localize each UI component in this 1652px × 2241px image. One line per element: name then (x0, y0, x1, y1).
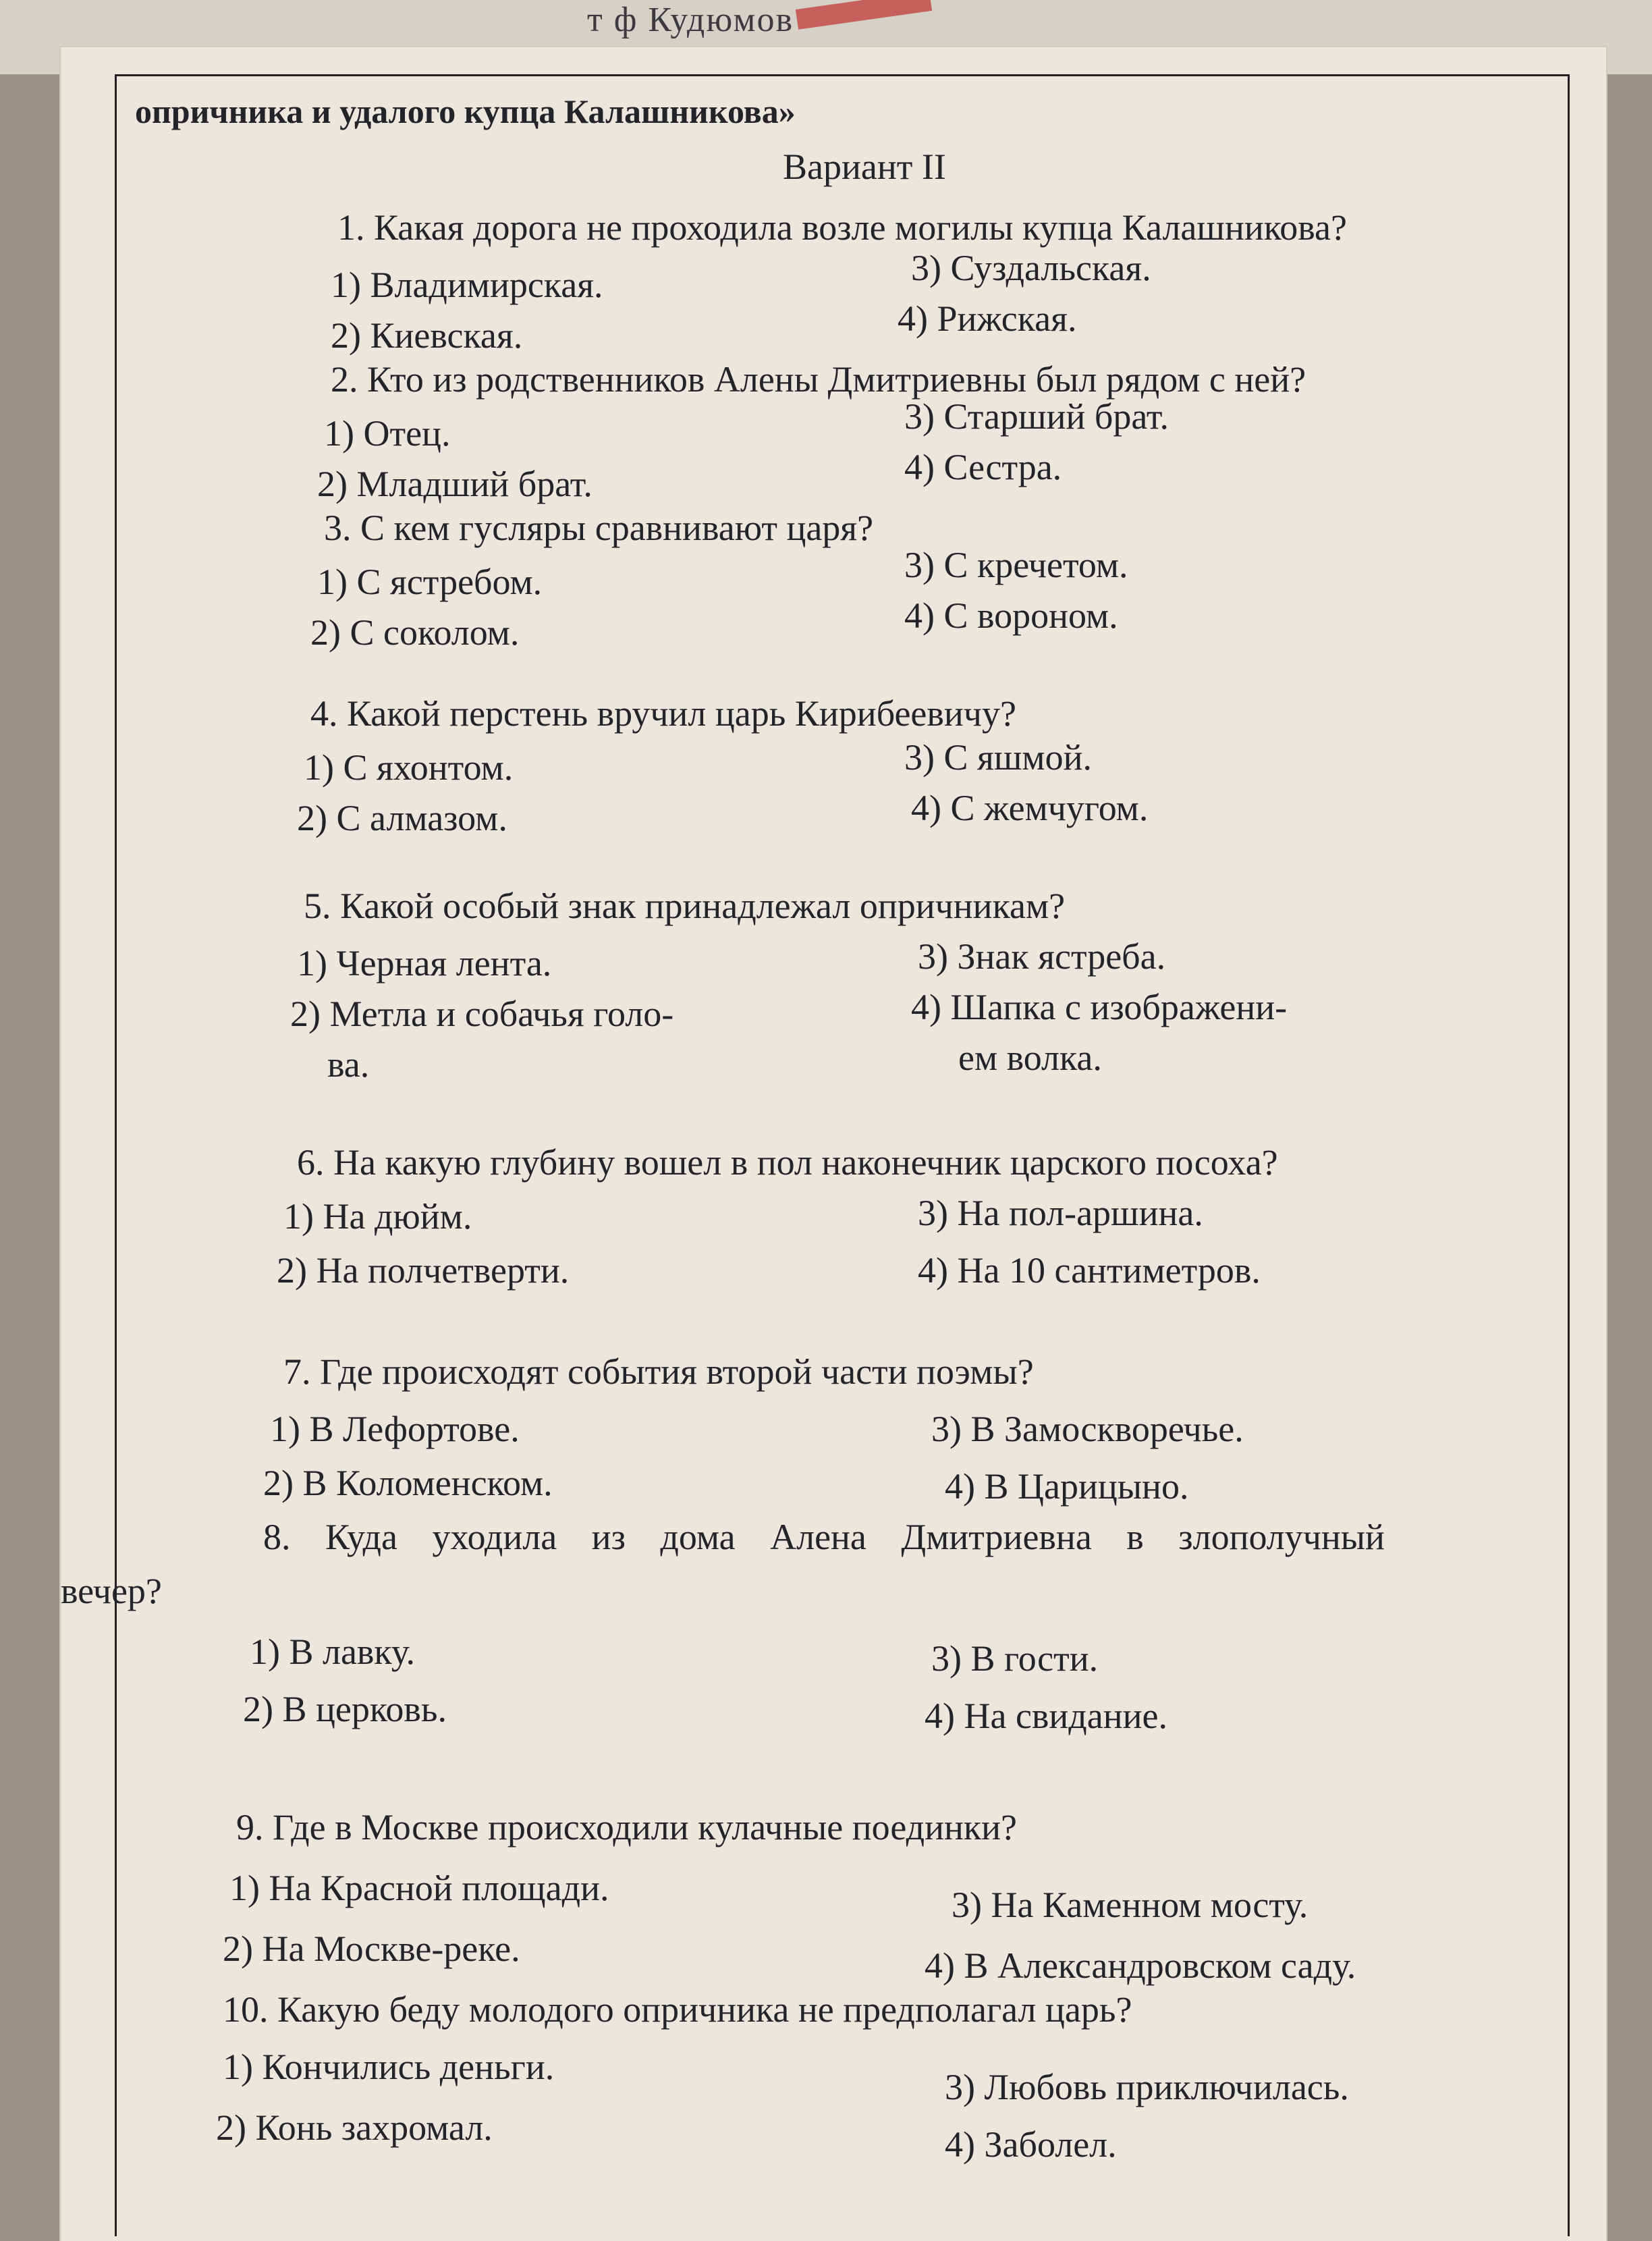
q7-option-3: 3) В Замоскворечье. (931, 1409, 1244, 1449)
question-3: 3. С кем гусляры сравнивают царя? (324, 508, 874, 548)
test-sheet (61, 47, 1606, 2241)
q4-option-1: 1) С яхонтом. (304, 747, 514, 788)
q7-option-4: 4) В Царицыно. (945, 1466, 1189, 1507)
q8-option-1: 1) В лавку. (250, 1631, 415, 1672)
question-9: 9. Где в Москве происходили кулачные поединки? (236, 1807, 1017, 1847)
q4-option-4: 4) С жемчугом. (911, 788, 1149, 828)
q6-option-2: 2) На полчетверти. (277, 1250, 570, 1291)
q9-option-1: 1) На Красной площади. (229, 1868, 609, 1908)
q4-option-2: 2) С алмазом. (297, 798, 507, 838)
q7-option-1: 1) В Лефортове. (270, 1409, 520, 1449)
q4-option-3: 3) С яшмой. (904, 737, 1092, 778)
q6-option-4: 4) На 10 сантиметров. (918, 1250, 1261, 1291)
variant-label: Вариант II (783, 146, 946, 187)
q1-option-3: 3) Суздальская. (911, 248, 1151, 288)
q9-option-2: 2) На Москве-реке. (223, 1928, 520, 1969)
q2-option-1: 1) Отец. (324, 413, 451, 454)
q2-option-4: 4) Сестра. (904, 447, 1062, 487)
question-8: 8. Куда уходила из дома Алена Дмитриевна в злополучный (263, 1517, 1385, 1557)
title-tail: опричника и удалого купца Калашникова» (135, 92, 796, 130)
red-marker-stroke (796, 0, 932, 30)
q5-option-3: 3) Знак ястреба. (918, 936, 1166, 977)
q3-option-3: 3) С кречетом. (904, 545, 1128, 585)
q3-option-2: 2) С соколом. (310, 612, 520, 653)
cover-text: т ф Кудюмов (587, 1, 794, 39)
q10-option-3: 3) Любовь приключилась. (945, 2067, 1349, 2107)
q2-option-2: 2) Младший брат. (317, 464, 593, 504)
question-6: 6. На какую глубину вошел в пол наконечник царского посоха? (297, 1142, 1278, 1183)
q10-option-2: 2) Конь захромал. (216, 2107, 493, 2148)
q5-option-2: 2) Метла и собачья голо- (290, 994, 674, 1034)
q8-option-2: 2) В церковь. (243, 1689, 447, 1729)
q5-option-4-cont: ем волка. (958, 1037, 1102, 1078)
q5-option-1: 1) Черная лента. (297, 943, 552, 983)
q8-option-4: 4) На свидание. (925, 1696, 1168, 1736)
q2-option-3: 3) Старший брат. (904, 396, 1169, 437)
q7-option-2: 2) В Коломенском. (263, 1463, 553, 1503)
question-8-cont: вечер? (61, 1571, 162, 1611)
q6-option-3: 3) На пол-аршина. (918, 1193, 1203, 1233)
q1-option-2: 2) Киевская. (331, 315, 523, 356)
q3-option-1: 1) С ястребом. (317, 562, 543, 602)
question-10: 10. Какую беду молодого опричника не предполагал царь? (223, 1989, 1132, 2030)
question-5: 5. Какой особый знак принадлежал опричникам? (304, 886, 1066, 926)
question-4: 4. Какой перстень вручил царь Кирибеевичу? (310, 693, 1016, 734)
q10-option-1: 1) Кончились деньги. (223, 2047, 555, 2087)
q9-option-4: 4) В Александровском саду. (925, 1945, 1356, 1986)
question-7: 7. Где происходят события второй части поэмы? (283, 1351, 1034, 1392)
q1-option-1: 1) Владимирская. (331, 265, 603, 305)
q5-option-4: 4) Шапка с изображени- (911, 987, 1288, 1027)
q3-option-4: 4) С вороном. (904, 595, 1118, 636)
q8-option-3: 3) В гости. (931, 1638, 1099, 1679)
question-2: 2. Кто из родственников Алены Дмитриевны был рядом с ней? (331, 359, 1306, 400)
q1-option-4: 4) Рижская. (898, 298, 1077, 339)
q6-option-1: 1) На дюйм. (283, 1196, 472, 1237)
q10-option-4: 4) Заболел. (945, 2124, 1117, 2165)
question-1: 1. Какая дорога не проходила возле могилы купца Калашникова? (337, 207, 1347, 248)
q9-option-3: 3) На Каменном мосту. (952, 1885, 1309, 1925)
q5-option-2-cont: ва. (327, 1044, 370, 1085)
